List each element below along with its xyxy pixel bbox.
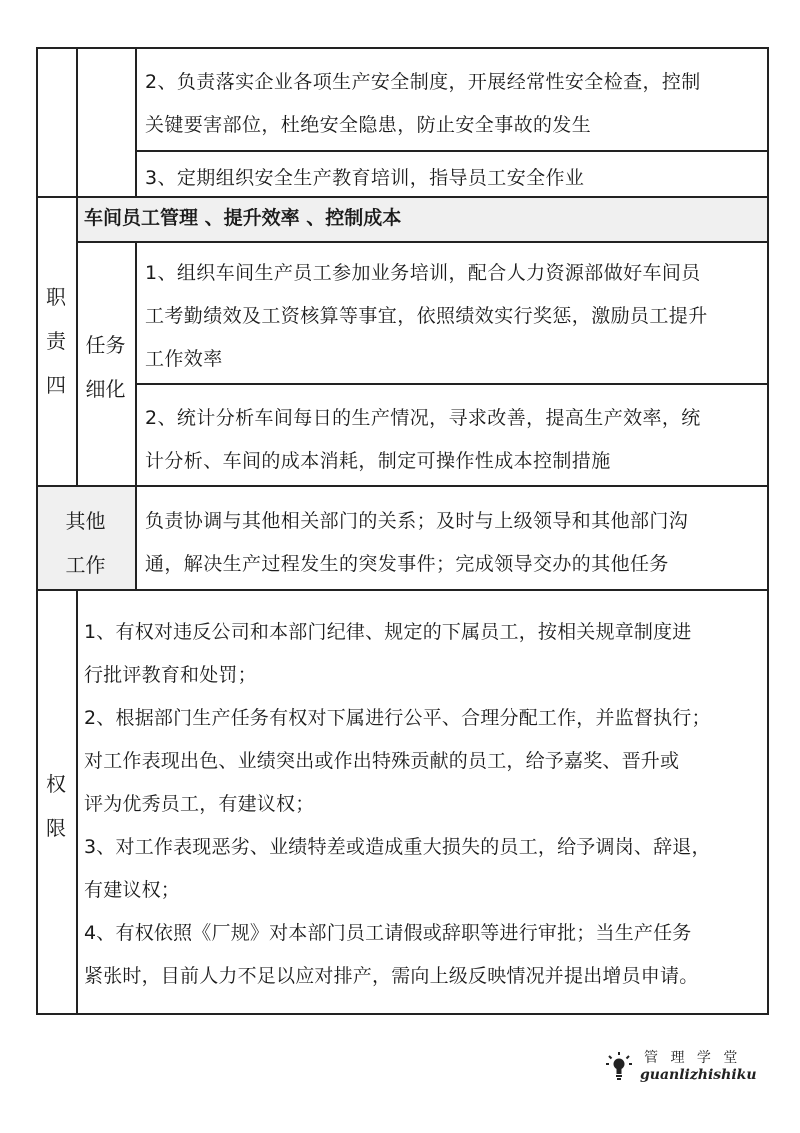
text-line: 通，解决生产过程发生的突发事件；完成领导交办的其他任务: [145, 553, 669, 575]
text-line: 2、统计分析车间每日的生产情况，寻求改善，提高生产效率，统: [145, 407, 701, 429]
label-line: 任务: [85, 333, 126, 357]
duty-item-2: [145, 61, 701, 147]
table-bottom-border: [36, 1013, 769, 1015]
text-line: 3、对工作表现恶劣、业绩特差或造成重大损失的员工，给予调岗、辞退，: [84, 836, 711, 858]
text-line: 工作效率: [145, 348, 223, 370]
col-divider: [135, 485, 137, 589]
text-line: 2、负责落实企业各项生产安全制度，开展经常性安全检查，控制: [145, 71, 701, 93]
text-line: 1、有权对违反公司和本部门纪律、规定的下属员工，按相关规章制度进: [84, 621, 692, 643]
label-line: 细化: [85, 377, 126, 401]
duty4-item-1: [145, 252, 708, 381]
text-line: 有建议权；: [84, 879, 181, 901]
authority-content: [84, 611, 711, 998]
text-line: 2、根据部门生产任务有权对下属进行公平、合理分配工作，并监督执行；: [84, 707, 711, 729]
label-char: 四: [46, 373, 66, 397]
table-right-border: [767, 47, 769, 1014]
text-line: 紧张时，目前人力不足以应对排产，需向上级反映情况并提出增员申请。: [84, 965, 699, 987]
other-work-content: [145, 500, 688, 586]
col-divider: [135, 47, 137, 196]
text-line: 关键要害部位，杜绝安全隐患，防止安全事故的发生: [145, 114, 592, 136]
text-line: 评为优秀员工，有建议权；: [84, 793, 315, 815]
label-char: 权: [46, 772, 66, 796]
col-divider: [76, 47, 78, 196]
logo-title: 管 理 学 堂: [644, 1050, 742, 1066]
duty-item-3: [145, 157, 584, 200]
authority-label: [36, 762, 76, 850]
row-divider: [36, 589, 768, 591]
col-divider: [135, 241, 137, 485]
text-line: 负责协调与其他相关部门的关系；及时与上级领导和其他部门沟: [145, 510, 689, 532]
row-divider: [36, 485, 768, 487]
task-detail-label: [76, 323, 135, 411]
label-char: 限: [46, 816, 66, 840]
brand-logo: [606, 1047, 776, 1097]
duty4-item-2: [145, 397, 701, 483]
label-line: 工作: [65, 553, 106, 577]
duty4-heading: 车间员工管理 、提升效率 、控制成本: [84, 207, 402, 229]
logo-subtitle: guanlizhishiku: [640, 1067, 757, 1083]
label-char: 责: [46, 329, 66, 353]
duty4-label: [36, 275, 76, 407]
text-line: 计分析、车间的成本消耗，制定可操作性成本控制措施: [145, 450, 611, 472]
lightbulb-icon: [606, 1051, 632, 1085]
row-divider: [135, 383, 768, 385]
row-divider: [135, 150, 768, 152]
text-line: 1、组织车间生产员工参加业务培训，配合人力资源部做好车间员: [145, 262, 701, 284]
table-top-border: [36, 47, 768, 49]
text-line: 行批评教育和处罚；: [84, 664, 257, 686]
text-line: 4、有权依照《厂规》对本部门员工请假或辞职等进行审批；当生产任务: [84, 922, 692, 944]
col-divider: [76, 589, 78, 1013]
text-line: 工考勤绩效及工资核算等事宜，依照绩效实行奖惩，激励员工提升: [145, 305, 708, 327]
text-line: 3、定期组织安全生产教育培训，指导员工安全作业: [145, 167, 585, 189]
label-char: 职: [46, 285, 66, 309]
other-work-label: [36, 499, 135, 587]
text-line: 对工作表现出色、业绩突出或作出特殊贡献的员工，给予嘉奖、晋升或: [84, 750, 680, 772]
label-line: 其他: [65, 509, 106, 533]
row-divider: [76, 241, 768, 243]
